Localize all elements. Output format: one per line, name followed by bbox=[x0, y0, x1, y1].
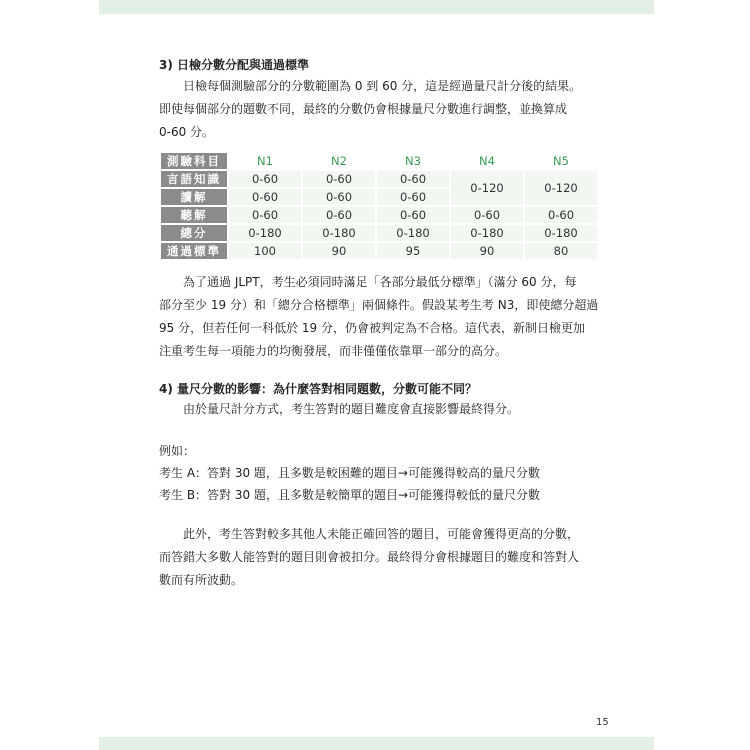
table-cell: 0-180 bbox=[303, 225, 375, 241]
table-cell: 80 bbox=[525, 243, 597, 259]
table-header-label: 測驗科目 bbox=[161, 153, 227, 169]
section-4-heading: 4) 量尺分數的影響：為什麼答對相同題數，分數可能不同？ bbox=[159, 382, 478, 396]
table-cell: 100 bbox=[229, 243, 301, 259]
section-3-paragraph-line-3: 0-60 分。 bbox=[159, 125, 215, 139]
table-cell: 0-60 bbox=[229, 189, 301, 205]
section-4-closing-line-3: 數而有所波動。 bbox=[159, 573, 244, 587]
level-n1-header: N1 bbox=[229, 153, 301, 169]
table-cell: 0-60 bbox=[303, 171, 375, 187]
table-cell: 0-180 bbox=[525, 225, 597, 241]
table-row bbox=[161, 171, 597, 187]
table-cell: 0-60 bbox=[377, 207, 449, 223]
section-3-heading: 3) 日檢分數分配與通過標準 bbox=[159, 58, 310, 72]
section-3-paragraph-line-2: 即使每個部分的題數不同，最終的分數仍會根據量尺分數進行調整，並換算成 bbox=[159, 102, 568, 116]
table-row bbox=[161, 243, 597, 259]
row-label: 通過標準 bbox=[161, 243, 227, 259]
bottom-decorative-band bbox=[99, 737, 654, 750]
table-cell: 0-60 bbox=[377, 171, 449, 187]
table-cell-merged-n5: 0-120 bbox=[525, 171, 597, 205]
table-cell-merged-n4: 0-120 bbox=[451, 171, 523, 205]
section-4-closing-line-2: 而答錯大多數人能答對的題目則會被扣分。最終得分會根據題目的難度和答對人 bbox=[159, 550, 580, 564]
table-cell: 0-60 bbox=[229, 171, 301, 187]
top-decorative-band bbox=[99, 0, 654, 14]
paragraph-2-line-4: 注重考生每一項能力的均衡發展，而非僅僅依靠單一部分的高分。 bbox=[159, 344, 508, 358]
section-4-closing-line-1: 此外，考生答對較多其他人未能正確回答的題目，可能會獲得更高的分數， bbox=[183, 527, 580, 541]
row-label: 聽解 bbox=[161, 207, 227, 223]
table-cell: 0-180 bbox=[451, 225, 523, 241]
level-n2-header: N2 bbox=[303, 153, 375, 169]
row-label: 讀解 bbox=[161, 189, 227, 205]
table-cell: 90 bbox=[303, 243, 375, 259]
table-cell: 0-60 bbox=[377, 189, 449, 205]
level-n3-header: N3 bbox=[377, 153, 449, 169]
level-n4-header: N4 bbox=[451, 153, 523, 169]
table-cell: 0-180 bbox=[377, 225, 449, 241]
table-row bbox=[161, 207, 597, 223]
table-header-row bbox=[161, 153, 597, 169]
table-cell: 0-60 bbox=[303, 189, 375, 205]
row-label: 言語知識 bbox=[161, 171, 227, 187]
table-cell: 0-60 bbox=[229, 207, 301, 223]
example-label: 例如： bbox=[159, 444, 196, 458]
table-cell: 0-60 bbox=[451, 207, 523, 223]
paragraph-2-line-3: 95 分，但若任何一科低於 19 分，仍會被判定為不合格。這代表，新制日檢更加 bbox=[159, 321, 585, 335]
example-b: 考生 B：答對 30 題，且多數是較簡單的題目→可能獲得較低的量尺分數 bbox=[159, 488, 541, 502]
row-label: 總分 bbox=[161, 225, 227, 241]
table-cell: 90 bbox=[451, 243, 523, 259]
example-a: 考生 A：答對 30 題，且多數是較困難的題目→可能獲得較高的量尺分數 bbox=[159, 466, 540, 480]
section-4-paragraph: 由於量尺計分方式，考生答對的題目難度會直接影響最終得分。 bbox=[183, 402, 520, 416]
paragraph-2-line-2: 部分至少 19 分）和「總分合格標準」兩個條件。假設某考生考 N3，即使總分超過 bbox=[159, 298, 599, 312]
paragraph-2-line-1: 為了通過 JLPT，考生必須同時滿足「各部分最低分標準」（滿分 60 分，每 bbox=[183, 275, 577, 289]
section-3-paragraph-line-1: 日檢每個測驗部分的分數範圍為 0 到 60 分，這是經過量尺計分後的結果。 bbox=[183, 79, 582, 93]
table-cell: 0-180 bbox=[229, 225, 301, 241]
table-cell: 0-60 bbox=[303, 207, 375, 223]
page-number: 15 bbox=[596, 717, 609, 728]
table-cell: 0-60 bbox=[525, 207, 597, 223]
table-cell: 95 bbox=[377, 243, 449, 259]
table-row bbox=[161, 225, 597, 241]
score-distribution-table bbox=[159, 151, 599, 261]
level-n5-header: N5 bbox=[525, 153, 597, 169]
